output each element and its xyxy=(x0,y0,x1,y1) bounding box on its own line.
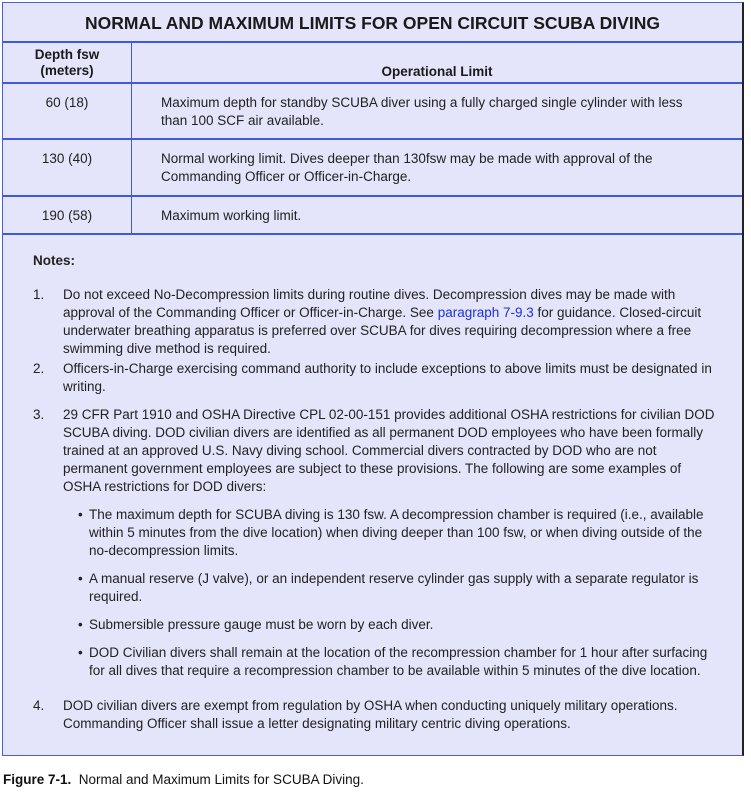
operational-limit-header: Operational Limit xyxy=(381,64,493,79)
depth-cell: 130 (40) xyxy=(41,151,93,166)
paragraph-link[interactable]: paragraph 7-9.3 xyxy=(437,305,534,320)
bullet-item: • Submersible pressure gauge must be worn by each diver. xyxy=(78,617,434,632)
depth-header-line2: (meters) xyxy=(40,63,94,78)
bullet-icon: • xyxy=(78,617,83,632)
table-row xyxy=(3,140,742,197)
depth-header-line1: Depth fsw xyxy=(34,47,100,62)
limit-cell: Maximum working limit. xyxy=(161,208,302,223)
note-text: DOD civilian divers are exempt from regulation by OSHA when conducting uniquely military operations. Commanding Officer shall issue a letter designating military centric diving operations. xyxy=(63,698,678,731)
note-number: 4. xyxy=(33,698,45,713)
note-item xyxy=(33,286,718,358)
bullet-icon: • xyxy=(78,645,83,660)
bullet-item: • The maximum depth for SCUBA diving is 130 fsw. A decompression chamber is required (i.e., available within 5 minutes from the dive location) when diving deeper than 100 fsw, or when diving outside of the no-decompression limits. xyxy=(78,507,704,558)
note-text: 29 CFR Part 1910 and OSHA Directive CPL 02-00-151 provides additional OSHA restrictions for civilian DOD SCUBA diving. DOD civilian divers are identified as all permanent DOD employees who have been formally trained at an approved U.S. Navy diving school. Commercial divers contracted by DOD who are not permanent government employees are subject to these provisions. The following are some examples of OSHA restrictions for DOD divers: • The maximum depth for SCUBA diving is 130 fsw. A decompression chamber is required (i.e., available within 5 minutes from the dive location) when diving deeper than 100 fsw, or when diving outside of the no-decompression limits. • A manual reserve (J valve), or an independent reserve cylinder gas supply with a separate regulator is required. • Submersible pressure gauge must be worn by each diver. • DOD Civilian divers shall remain at the location of the recompression chamber for 1 hour after surfacing for all dives that require a recompression chamber to be available within 5 minutes of the dive location. xyxy=(63,406,718,680)
note-number: 1. xyxy=(33,287,45,302)
bullet-icon: • xyxy=(78,507,83,522)
notes-section xyxy=(3,235,742,755)
notes-title: Notes: xyxy=(33,253,76,268)
depth-cell: 190 (58) xyxy=(41,208,93,223)
depth-cell: 60 (18) xyxy=(45,95,89,110)
table-header-row xyxy=(3,43,742,84)
figure-caption-text: Normal and Maximum Limits for SCUBA Diving. xyxy=(71,772,364,787)
limit-cell: Maximum depth for standby SCUBA diver using a fully charged single cylinder with less than 100 SCF air available. xyxy=(161,95,683,128)
note-item xyxy=(33,697,718,733)
note-item xyxy=(33,360,718,396)
figure-label: Figure 7-1. xyxy=(3,772,72,787)
bullet-icon: • xyxy=(78,571,83,586)
bullet-item: • A manual reserve (J valve), or an independent reserve cylinder gas supply with a separate regulator is required. xyxy=(78,571,699,604)
note-text: Officers-in-Charge exercising command authority to include exceptions to above limits must be designated in writing. xyxy=(63,361,712,394)
bullet-item: • DOD Civilian divers shall remain at the location of the recompression chamber for 1 hour after surfacing for all dives that require a recompression chamber to be available within 5 minutes of the dive location. xyxy=(78,645,708,678)
note-number: 3. xyxy=(33,407,45,422)
table-title: NORMAL AND MAXIMUM LIMITS FOR OPEN CIRCUIT SCUBA DIVING xyxy=(3,3,742,43)
depth-column-header xyxy=(3,43,132,82)
note-item xyxy=(33,406,718,680)
limits-table xyxy=(2,2,744,756)
figure-caption xyxy=(3,772,364,787)
table-row xyxy=(3,84,742,140)
limit-cell: Normal working limit. Dives deeper than 130fsw may be made with approval of the Commanding Officer or Officer-in-Charge. xyxy=(161,151,653,184)
note-text: Do not exceed No-Decompression limits during routine dives. Decompression dives may be made with approval of the Commanding Officer or Officer-in-Charge. See paragraph 7-9.3 for guidance. Closed-circuit underwater breathing apparatus is preferred over SCUBA for dives requiring decompression where a free swimming dive method is required. xyxy=(63,287,702,356)
note-number: 2. xyxy=(33,361,45,376)
table-row xyxy=(3,197,742,235)
